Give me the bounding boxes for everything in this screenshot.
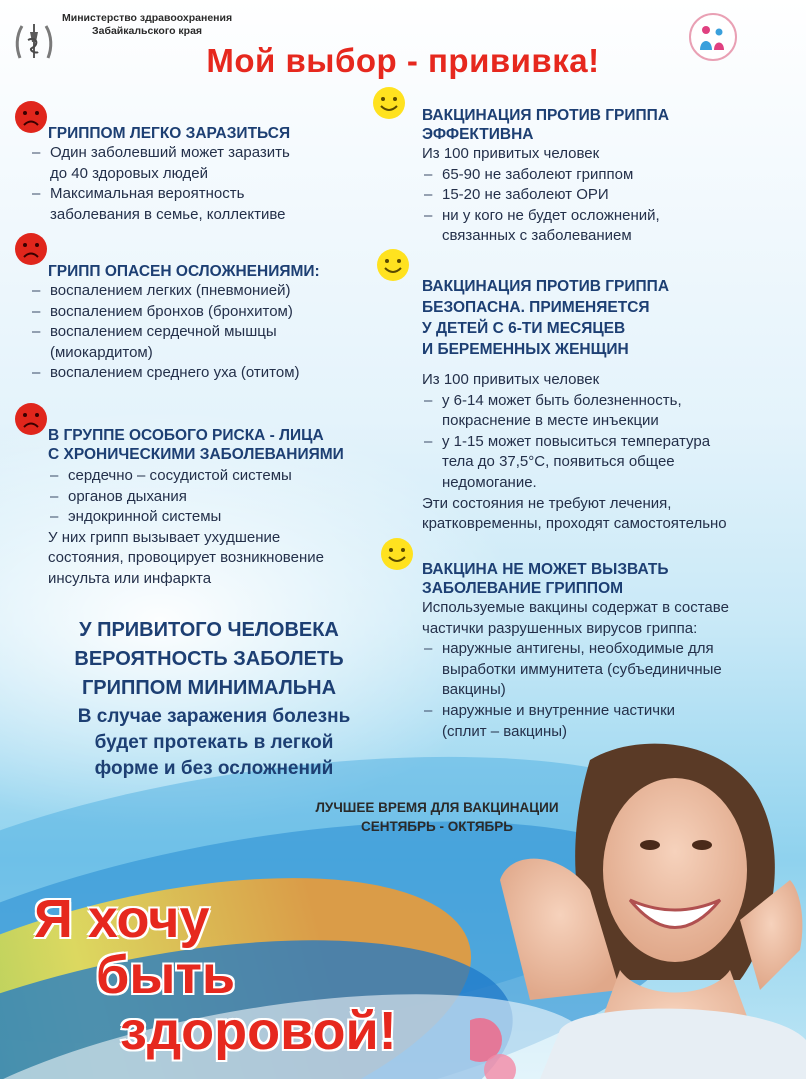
bullet-list bbox=[422, 165, 792, 247]
item-line: органов дыхания bbox=[68, 487, 187, 505]
bullet-list bbox=[422, 391, 798, 494]
text-line: инсульта или инфаркта bbox=[48, 569, 212, 587]
best-time bbox=[262, 798, 612, 836]
org-line: Министерство здравоохранения bbox=[62, 12, 233, 24]
item-line: воспалением бронхов (бронхитом) bbox=[50, 302, 293, 320]
list-item bbox=[422, 639, 798, 701]
statement-line: У ПРИВИТОГО ЧЕЛОВЕКА bbox=[79, 619, 339, 641]
item-line: наружные и внутренние частички bbox=[442, 701, 676, 719]
item-line: у 6-14 может быть болезненность, bbox=[442, 391, 682, 409]
item-line: связанных с заболеванием bbox=[442, 227, 632, 245]
statement-line: форме и без осложнений bbox=[94, 758, 334, 779]
list-item bbox=[30, 281, 380, 302]
text-line: состояния, провоцирует возникновение bbox=[48, 549, 324, 567]
list-item bbox=[30, 143, 370, 184]
list-item bbox=[30, 184, 370, 225]
block-safe bbox=[422, 276, 798, 535]
item-line: (миокардитом) bbox=[50, 343, 153, 361]
text-line: кратковременны, проходят самостоятельно bbox=[422, 515, 727, 533]
item-line: (сплит – вакцины) bbox=[442, 722, 568, 740]
page-title: Мой выбор - прививка! bbox=[206, 42, 600, 79]
block-no-disease bbox=[422, 560, 798, 742]
list-item bbox=[422, 701, 798, 742]
block-heading: И БЕРЕМЕННЫХ ЖЕНЩИН bbox=[422, 341, 629, 358]
list-item bbox=[48, 466, 388, 487]
happy-face-icon bbox=[376, 248, 410, 282]
list-item bbox=[422, 165, 792, 186]
list-item bbox=[48, 507, 388, 528]
best-time-line: ЛУЧШЕЕ ВРЕМЯ ДЛЯ ВАКЦИНАЦИИ bbox=[315, 800, 559, 815]
slogan-line: быть bbox=[96, 945, 236, 1005]
risk-text bbox=[48, 528, 388, 590]
block-risk-group bbox=[48, 426, 388, 590]
item-line: воспалением сердечной мышцы bbox=[50, 323, 277, 341]
block-heading: ГРИППОМ ЛЕГКО ЗАРАЗИТЬСЯ bbox=[48, 125, 291, 142]
list-item bbox=[30, 322, 380, 363]
happy-face-icon bbox=[380, 537, 414, 571]
item-line: Один заболевший может заразить bbox=[50, 144, 290, 161]
statement-line: В случае заражения болезнь bbox=[77, 706, 351, 727]
bullet-list bbox=[30, 281, 380, 384]
item-line: эндокринной системы bbox=[68, 508, 222, 526]
block-heading: ВАКЦИНАЦИЯ ПРОТИВ ГРИППА bbox=[422, 278, 670, 295]
organization-name bbox=[62, 12, 232, 38]
block-intro: Из 100 привитых человек bbox=[422, 371, 600, 388]
item-line: ни у кого не будет осложнений, bbox=[442, 206, 660, 224]
item-line: 65-90 не заболеют гриппом bbox=[442, 165, 634, 183]
text-line: Эти состояния не требуют лечения, bbox=[422, 494, 672, 512]
statement-line: ВЕРОЯТНОСТЬ ЗАБОЛЕТЬ bbox=[74, 648, 344, 670]
statement-line: ГРИППОМ МИНИМАЛЬНА bbox=[81, 677, 337, 699]
item-line: воспалением легких (пневмонией) bbox=[50, 282, 291, 299]
item-line: у 1-15 может повыситься температура bbox=[442, 432, 711, 450]
best-time-line: СЕНТЯБРЬ - ОКТЯБРЬ bbox=[361, 819, 513, 834]
key-statement-2 bbox=[44, 704, 384, 782]
statement-line: будет протекать в легкой bbox=[94, 732, 334, 753]
org-line: Забайкальского края bbox=[92, 25, 203, 37]
list-item bbox=[48, 487, 388, 508]
block-heading: ГРИПП ОПАСЕН ОСЛОЖНЕНИЯМИ: bbox=[48, 263, 320, 280]
sad-face-icon bbox=[14, 402, 48, 436]
list-item bbox=[30, 363, 380, 384]
bullet-list bbox=[422, 639, 798, 742]
block-heading: БЕЗОПАСНА. ПРИМЕНЯЕТСЯ bbox=[422, 299, 650, 316]
block-note bbox=[422, 494, 798, 535]
item-line: сердечно – сосудистой системы bbox=[68, 467, 292, 484]
item-line: тела до 37,5°С, появиться общее bbox=[442, 453, 675, 471]
block-heading: ЗАБОЛЕВАНИЕ ГРИППОМ bbox=[422, 580, 624, 597]
bullet-list bbox=[48, 466, 388, 528]
text-line: У них грипп вызывает ухудшение bbox=[48, 528, 281, 546]
block-complications bbox=[30, 262, 380, 384]
item-line: до 40 здоровых людей bbox=[50, 164, 209, 182]
list-item bbox=[422, 185, 792, 206]
happy-face-icon bbox=[372, 86, 406, 120]
sad-face-icon bbox=[14, 232, 48, 266]
item-line: Максимальная вероятность bbox=[50, 185, 245, 203]
block-heading: С ХРОНИЧЕСКИМИ ЗАБОЛЕВАНИЯМИ bbox=[48, 446, 344, 463]
list-item bbox=[30, 302, 380, 323]
block-heading: У ДЕТЕЙ С 6-ТИ МЕСЯЦЕВ bbox=[422, 320, 626, 337]
text-line: Используемые вакцины содержат в составе bbox=[422, 599, 729, 616]
block-heading: ЭФФЕКТИВНА bbox=[422, 126, 534, 143]
text-line: частички разрушенных вирусов гриппа: bbox=[422, 619, 698, 637]
bullet-list bbox=[30, 143, 370, 225]
slogan-line: Я хочу bbox=[34, 889, 210, 949]
item-line: заболевания в семье, коллективе bbox=[50, 205, 286, 223]
list-item bbox=[422, 432, 798, 494]
list-item bbox=[422, 391, 798, 432]
block-heading: ВАКЦИНА НЕ МОЖЕТ ВЫЗВАТЬ bbox=[422, 561, 669, 578]
item-line: 15-20 не заболеют ОРИ bbox=[442, 186, 609, 204]
list-item bbox=[422, 206, 792, 247]
slogan-line: здоровой! bbox=[120, 1001, 397, 1061]
block-heading: ВАКЦИНАЦИЯ ПРОТИВ ГРИППА bbox=[422, 107, 670, 124]
item-line: воспалением среднего уха (отитом) bbox=[50, 364, 300, 382]
block-heading: В ГРУППЕ ОСОБОГО РИСКА - ЛИЦА bbox=[48, 427, 324, 444]
item-line: наружные антигены, необходимые для bbox=[442, 640, 714, 658]
item-line: недомогание. bbox=[442, 473, 537, 491]
block-easy-to-catch bbox=[30, 124, 370, 225]
block-effective bbox=[422, 106, 792, 247]
item-line: вакцины) bbox=[442, 681, 506, 699]
key-statement bbox=[44, 616, 374, 703]
block-intro: Из 100 привитых человек bbox=[422, 145, 600, 162]
item-line: выработки иммунитета (субъединичные bbox=[442, 660, 722, 678]
smiling-woman-photo bbox=[470, 740, 806, 1079]
block-text bbox=[422, 598, 798, 639]
item-line: покраснение в месте инъекции bbox=[442, 412, 659, 430]
